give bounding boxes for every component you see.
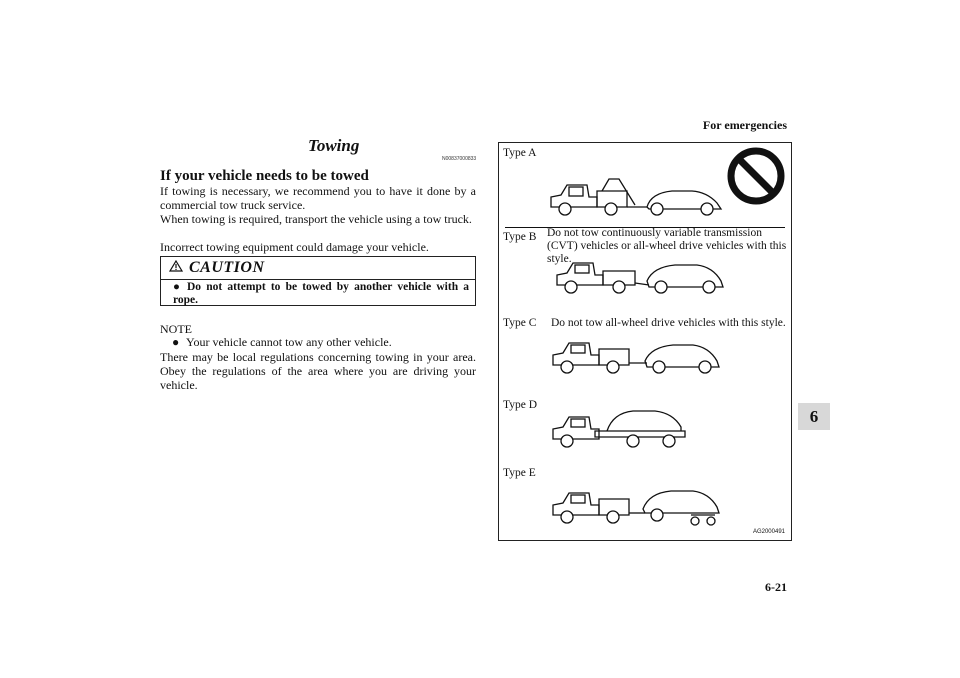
type-c-label: Type C (503, 317, 537, 329)
wheel-lift-illustration (549, 335, 725, 377)
caution-box (160, 256, 476, 306)
bullet-icon: ● (173, 281, 180, 293)
note-label: NOTE (160, 322, 192, 336)
type-b-caption: Do not tow continuously variable transmission (CVT) vehicles or all-wheel drive vehicles with this style. (547, 227, 787, 265)
towing-figure (498, 142, 792, 541)
type-e-label: Type E (503, 467, 536, 479)
type-d-label: Type D (503, 399, 538, 411)
caution-title: CAUTION (189, 259, 265, 276)
towing-dolly-illustration (549, 485, 725, 529)
figure-code: AG2000491 (752, 529, 785, 535)
type-b-label: Type B (503, 231, 537, 243)
page-number: 6-21 (765, 580, 787, 594)
wheel-lift-tow-illustration (547, 177, 727, 221)
running-header: For emergencies (702, 118, 787, 132)
flatbed-illustration (549, 405, 689, 451)
prohibited-icon (725, 145, 787, 207)
paragraph: Incorrect towing equipment could damage your vehicle. (160, 240, 429, 254)
note-item (172, 335, 392, 350)
sub-heading: If your vehicle needs to be towed (160, 168, 369, 184)
warning-triangle-icon (169, 259, 183, 277)
paragraph: If towing is necessary, we recommend you to have it done by a commercial tow truck service. (160, 184, 476, 212)
section-code: N00837000833 (442, 156, 477, 162)
section-title: Towing (308, 136, 360, 155)
bullet-icon: ● (172, 335, 180, 349)
caution-text: Do not attempt to be towed by another vehicle with a rope. (173, 281, 469, 306)
caution-heading (169, 259, 265, 277)
closing-paragraph: There may be local regulations concerning towing in your area. Obey the regulations of the area where you are driving your vehicle. (160, 350, 476, 392)
caution-divider (161, 279, 475, 280)
chapter-tab[interactable]: 6 (798, 403, 830, 430)
type-a-label: Type A (503, 147, 537, 159)
caution-item (173, 281, 469, 307)
tow-dolly-illustration (553, 257, 729, 297)
type-c-caption: Do not tow all-wheel drive vehicles with this style. (551, 317, 786, 329)
note-text: Your vehicle cannot tow any other vehicle. (186, 335, 392, 349)
paragraph: When towing is required, transport the vehicle using a tow truck. (160, 212, 472, 226)
